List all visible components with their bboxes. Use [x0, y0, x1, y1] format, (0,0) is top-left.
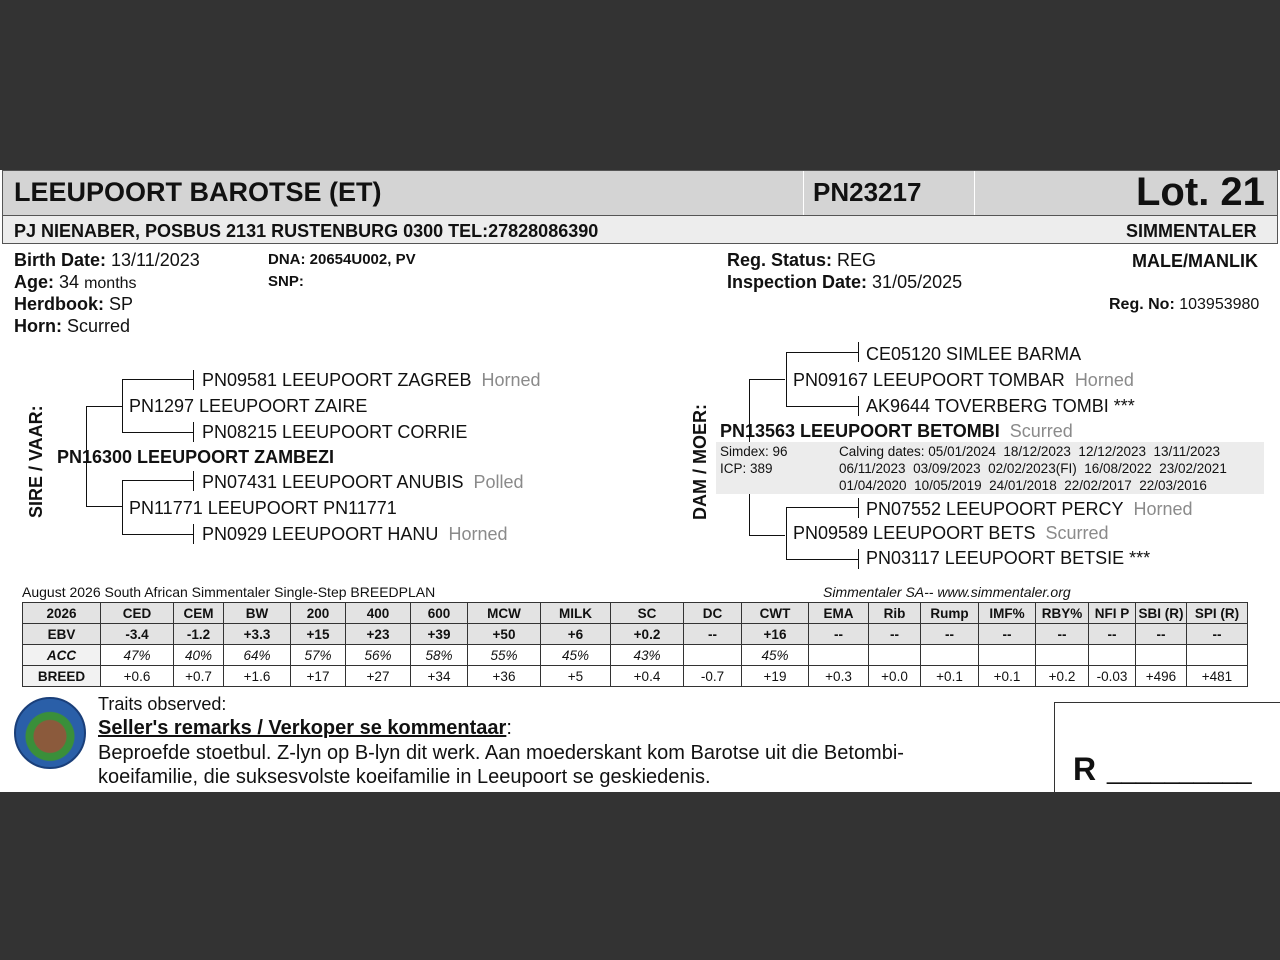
dam-line: [858, 549, 859, 569]
sire-line: [86, 506, 122, 507]
breedplan-cell: +15: [291, 624, 346, 645]
sire-ggd-bottom-horn: Horned: [448, 524, 508, 544]
dam-gs-top-name: PN09167 LEEUPOORT TOMBAR: [793, 370, 1065, 390]
reg-no: [1109, 296, 1259, 314]
sire-side-label: SIRE / VAAR:: [26, 405, 46, 518]
breedplan-cell: SPI (R): [1187, 603, 1248, 624]
breedplan-cell: 55%: [468, 645, 541, 666]
sire-ggs-top: [202, 370, 541, 391]
breedplan-cell: +27: [346, 666, 411, 687]
breedplan-cell: +481: [1187, 666, 1248, 687]
breedplan-cell: DC: [684, 603, 742, 624]
sire-line: [193, 524, 194, 544]
breedplan-cell: +0.7: [174, 666, 224, 687]
inspection-value: 31/05/2025: [872, 272, 963, 292]
sire-line: [122, 379, 194, 380]
breedplan-cell: +0.0: [869, 666, 921, 687]
breedplan-cell: 45%: [541, 645, 611, 666]
breedplan-cell: [809, 645, 869, 666]
snp-info: SNP:: [268, 273, 304, 290]
breedplan-cell: [684, 645, 742, 666]
breedplan-cell: +5: [541, 666, 611, 687]
herdbook-label: Herdbook:: [14, 294, 104, 314]
dam-side-label: DAM / MOER:: [690, 404, 710, 520]
dam-line: [786, 352, 859, 353]
breedplan-cell: +0.3: [809, 666, 869, 687]
breedplan-cell: Rump: [921, 603, 979, 624]
breedplan-cell: BW: [224, 603, 291, 624]
sire-line: [193, 370, 194, 390]
breedplan-cell: +0.1: [979, 666, 1036, 687]
breedplan-cell: 200: [291, 603, 346, 624]
inspection-date: [727, 272, 962, 293]
breedplan-cell: MCW: [468, 603, 541, 624]
breedplan-breed-row: [23, 666, 1248, 687]
breedplan-cell: 600: [411, 603, 468, 624]
sire-line: [86, 406, 122, 407]
dam-line: [786, 559, 859, 560]
price-box[interactable]: [1054, 702, 1280, 794]
sire-line: [122, 480, 194, 481]
simdex: Simdex: 96: [720, 444, 788, 459]
breedplan-cell: NFI P: [1089, 603, 1136, 624]
breedplan-cell: EBV: [23, 624, 101, 645]
horn: [14, 316, 130, 337]
breedplan-cell: IMF%: [979, 603, 1036, 624]
breedplan-cell: +0.6: [101, 666, 174, 687]
breedplan-cell: +0.2: [1036, 666, 1089, 687]
horn-label: Horn:: [14, 316, 62, 336]
dam-line: [786, 352, 787, 406]
sire-ggd-top: PN08215 LEEUPOORT CORRIE: [202, 422, 468, 442]
dam-ggs-bottom-horn: Horned: [1133, 499, 1193, 519]
lot-card: [0, 170, 1280, 792]
dam-line: [858, 498, 859, 518]
dam-line: [786, 507, 787, 559]
breedplan-cell: +6: [541, 624, 611, 645]
breedplan-cell: -1.2: [174, 624, 224, 645]
breedplan-cell: 64%: [224, 645, 291, 666]
breedplan-cell: -0.03: [1089, 666, 1136, 687]
breedplan-cell: +23: [346, 624, 411, 645]
animal-name: LEEUPOORT BAROTSE (ET): [14, 177, 382, 207]
dam-name: [720, 421, 1073, 442]
breedplan-cell: MILK: [541, 603, 611, 624]
birth-label: Birth Date:: [14, 250, 107, 270]
dam-gd-bottom-name: PN09589 LEEUPOORT BETS: [793, 523, 1036, 543]
breedplan-site: Simmentaler SA-- www.simmentaler.org: [823, 584, 1071, 600]
breedplan-cell: +34: [411, 666, 468, 687]
sex: MALE/MANLIK: [1132, 251, 1258, 271]
breedplan-cell: 40%: [174, 645, 224, 666]
traits-observed: Traits observed:: [98, 694, 227, 714]
horn-value: Scurred: [67, 316, 131, 336]
age-label: Age:: [14, 272, 54, 292]
breedplan-cell: +19: [742, 666, 809, 687]
reg-status-label: Reg. Status:: [727, 250, 833, 270]
breedplan-cell: [1036, 645, 1089, 666]
breedplan-cell: [1187, 645, 1248, 666]
breedplan-cell: Rib: [869, 603, 921, 624]
dam-ggs-bottom: [866, 499, 1193, 520]
sire-line: [193, 471, 194, 491]
sire-line: [122, 379, 123, 432]
breedplan-acc-row: [23, 645, 1248, 666]
calving-dates-2: 06/11/2023 03/09/2023 02/02/2023(FI) 16/08/2022 23/02/2021: [839, 461, 1227, 476]
breedplan-cell: --: [1136, 624, 1187, 645]
breedplan-cell: 56%: [346, 645, 411, 666]
breedplan-cell: +1.6: [224, 666, 291, 687]
breedplan-cell: [921, 645, 979, 666]
reg-code: PN23217: [813, 177, 922, 207]
breedplan-cell: 2026: [23, 603, 101, 624]
lot-number: Lot. 21: [1136, 170, 1265, 214]
remarks-line-1: Beproefde stoetbul. Z-lyn op B-lyn dit werk. Aan moederskant kom Barotse uit die Betombi-: [98, 742, 904, 764]
breedplan-cell: SBI (R): [1136, 603, 1187, 624]
breedplan-cell: SC: [611, 603, 684, 624]
breedplan-cell: --: [809, 624, 869, 645]
breedplan-cell: 400: [346, 603, 411, 624]
breedplan-cell: CED: [101, 603, 174, 624]
sire-ggs-bottom-horn: Polled: [473, 472, 524, 492]
breedplan-caption: August 2026 South African Simmentaler Single-Step BREEDPLAN: [22, 584, 436, 600]
dam-ggs-bottom-name: PN07552 LEEUPOORT PERCY: [866, 499, 1124, 519]
breed-name: SIMMENTALER: [1126, 221, 1257, 241]
breedplan-table: [22, 602, 1248, 687]
sire-line: [122, 432, 194, 433]
breedplan-cell: --: [1036, 624, 1089, 645]
dam-name-text: PN13563 LEEUPOORT BETOMBI: [720, 421, 1000, 441]
sire-ggs-top-horn: Horned: [481, 370, 541, 390]
icp: ICP: 389: [720, 461, 773, 476]
dna-info: DNA: 20654U002, PV: [268, 251, 416, 268]
dam-performance-box: [716, 442, 1264, 494]
remarks-title: Seller's remarks / Verkoper se kommentaar: [98, 717, 507, 739]
dam-horn: Scurred: [1009, 421, 1073, 441]
breedplan-cell: --: [869, 624, 921, 645]
breedplan-cell: EMA: [809, 603, 869, 624]
sire-gd-bottom: PN11771 LEEUPOORT PN11771: [129, 498, 397, 518]
breedplan-cell: --: [979, 624, 1036, 645]
reg-no-value: 103953980: [1179, 296, 1260, 313]
breedplan-cell: +0.4: [611, 666, 684, 687]
breedplan-cell: +0.1: [921, 666, 979, 687]
price-currency: R: [1073, 751, 1097, 787]
price-blank[interactable]: __________: [1107, 755, 1252, 785]
breedplan-cell: 57%: [291, 645, 346, 666]
breedplan-cell: 45%: [742, 645, 809, 666]
birth-value: 13/11/2023: [111, 250, 200, 270]
birth-date: [14, 250, 200, 271]
inspection-label: Inspection Date:: [727, 272, 868, 292]
breedplan-cell: --: [921, 624, 979, 645]
breedplan-cell: +496: [1136, 666, 1187, 687]
dam-line: [786, 406, 859, 407]
sire-ggs-bottom-name: PN07431 LEEUPOORT ANUBIS: [202, 472, 464, 492]
reg-no-label: Reg. No:: [1109, 296, 1175, 313]
age-unit: months: [84, 275, 137, 292]
dam-gd-bottom: [793, 523, 1109, 544]
breedplan-cell: ACC: [23, 645, 101, 666]
breedplan-cell: -0.7: [684, 666, 742, 687]
sire-ggd-bottom: [202, 524, 508, 545]
dam-line: [749, 379, 785, 380]
breedplan-cell: +0.2: [611, 624, 684, 645]
breedplan-ebv-row: [23, 624, 1248, 645]
dam-gs-top: [793, 370, 1134, 391]
herdbook-value: SP: [109, 294, 134, 314]
sire-line: [122, 534, 194, 535]
breedplan-cell: -3.4: [101, 624, 174, 645]
age-value: 34: [59, 272, 80, 292]
breedplan-cell: --: [684, 624, 742, 645]
sire-ggs-top-name: PN09581 LEEUPOORT ZAGREB: [202, 370, 472, 390]
remarks-heading: Seller's remarks / Verkoper se kommentaar:: [98, 717, 512, 739]
breedplan-cell: BREED: [23, 666, 101, 687]
reg-status: [727, 250, 876, 271]
breedplan-cell: +16: [742, 624, 809, 645]
breedplan-cell: +3.3: [224, 624, 291, 645]
sire-name: PN16300 LEEUPOORT ZAMBEZI: [57, 447, 335, 467]
calving-dates-1: Calving dates: 05/01/2024 18/12/2023 12/12/2023 13/11/2023: [839, 444, 1221, 459]
dam-line: [749, 535, 785, 536]
sire-ggs-bottom: [202, 472, 524, 493]
age: [14, 272, 137, 293]
dam-ggd-top: AK9644 TOVERBERG TOMBI ***: [866, 396, 1135, 416]
breedplan-cell: [869, 645, 921, 666]
breedplan-cell: --: [1187, 624, 1248, 645]
breedplan-cell: [1136, 645, 1187, 666]
calving-dates-3: 01/04/2020 10/05/2019 24/01/2018 22/02/2017 22/03/2016: [839, 478, 1207, 493]
breedplan-cell: +36: [468, 666, 541, 687]
dam-ggs-top: CE05120 SIMLEE BARMA: [866, 344, 1082, 364]
sire-line: [122, 480, 123, 534]
herdbook: [14, 294, 133, 315]
breedplan-cell: 47%: [101, 645, 174, 666]
dam-line: [858, 396, 859, 416]
breedplan-cell: 43%: [611, 645, 684, 666]
dam-gs-top-horn: Horned: [1074, 370, 1134, 390]
remarks-line-2: koeifamilie, die suksesvolste koeifamilie in Leeupoort se geskiedenis.: [98, 766, 711, 788]
breedplan-cell: +17: [291, 666, 346, 687]
sire-ggd-bottom-name: PN0929 LEEUPOORT HANU: [202, 524, 439, 544]
sire-gs-top: PN1297 LEEUPOORT ZAIRE: [129, 396, 368, 416]
breedplan-cell: RBY%: [1036, 603, 1089, 624]
breedplan-cell: +39: [411, 624, 468, 645]
dam-line: [858, 342, 859, 362]
reg-status-value: REG: [837, 250, 877, 270]
breedplan-header-row: [23, 603, 1248, 624]
sire-line: [193, 422, 194, 442]
breedplan-cell: 58%: [411, 645, 468, 666]
dam-line: [786, 507, 859, 508]
breedplan-cell: +50: [468, 624, 541, 645]
breedplan-cell: [1089, 645, 1136, 666]
breedplan-cell: CWT: [742, 603, 809, 624]
dam-ggd-bottom: PN03117 LEEUPOORT BETSIE ***: [866, 548, 1151, 568]
dam-gd-bottom-horn: Scurred: [1045, 523, 1109, 543]
simmentaler-logo: [14, 697, 86, 769]
breedplan-cell: CEM: [174, 603, 224, 624]
breedplan-cell: --: [1089, 624, 1136, 645]
breeder-address: PJ NIENABER, POSBUS 2131 RUSTENBURG 0300 TEL:27828086390: [14, 221, 599, 241]
breedplan-cell: [979, 645, 1036, 666]
